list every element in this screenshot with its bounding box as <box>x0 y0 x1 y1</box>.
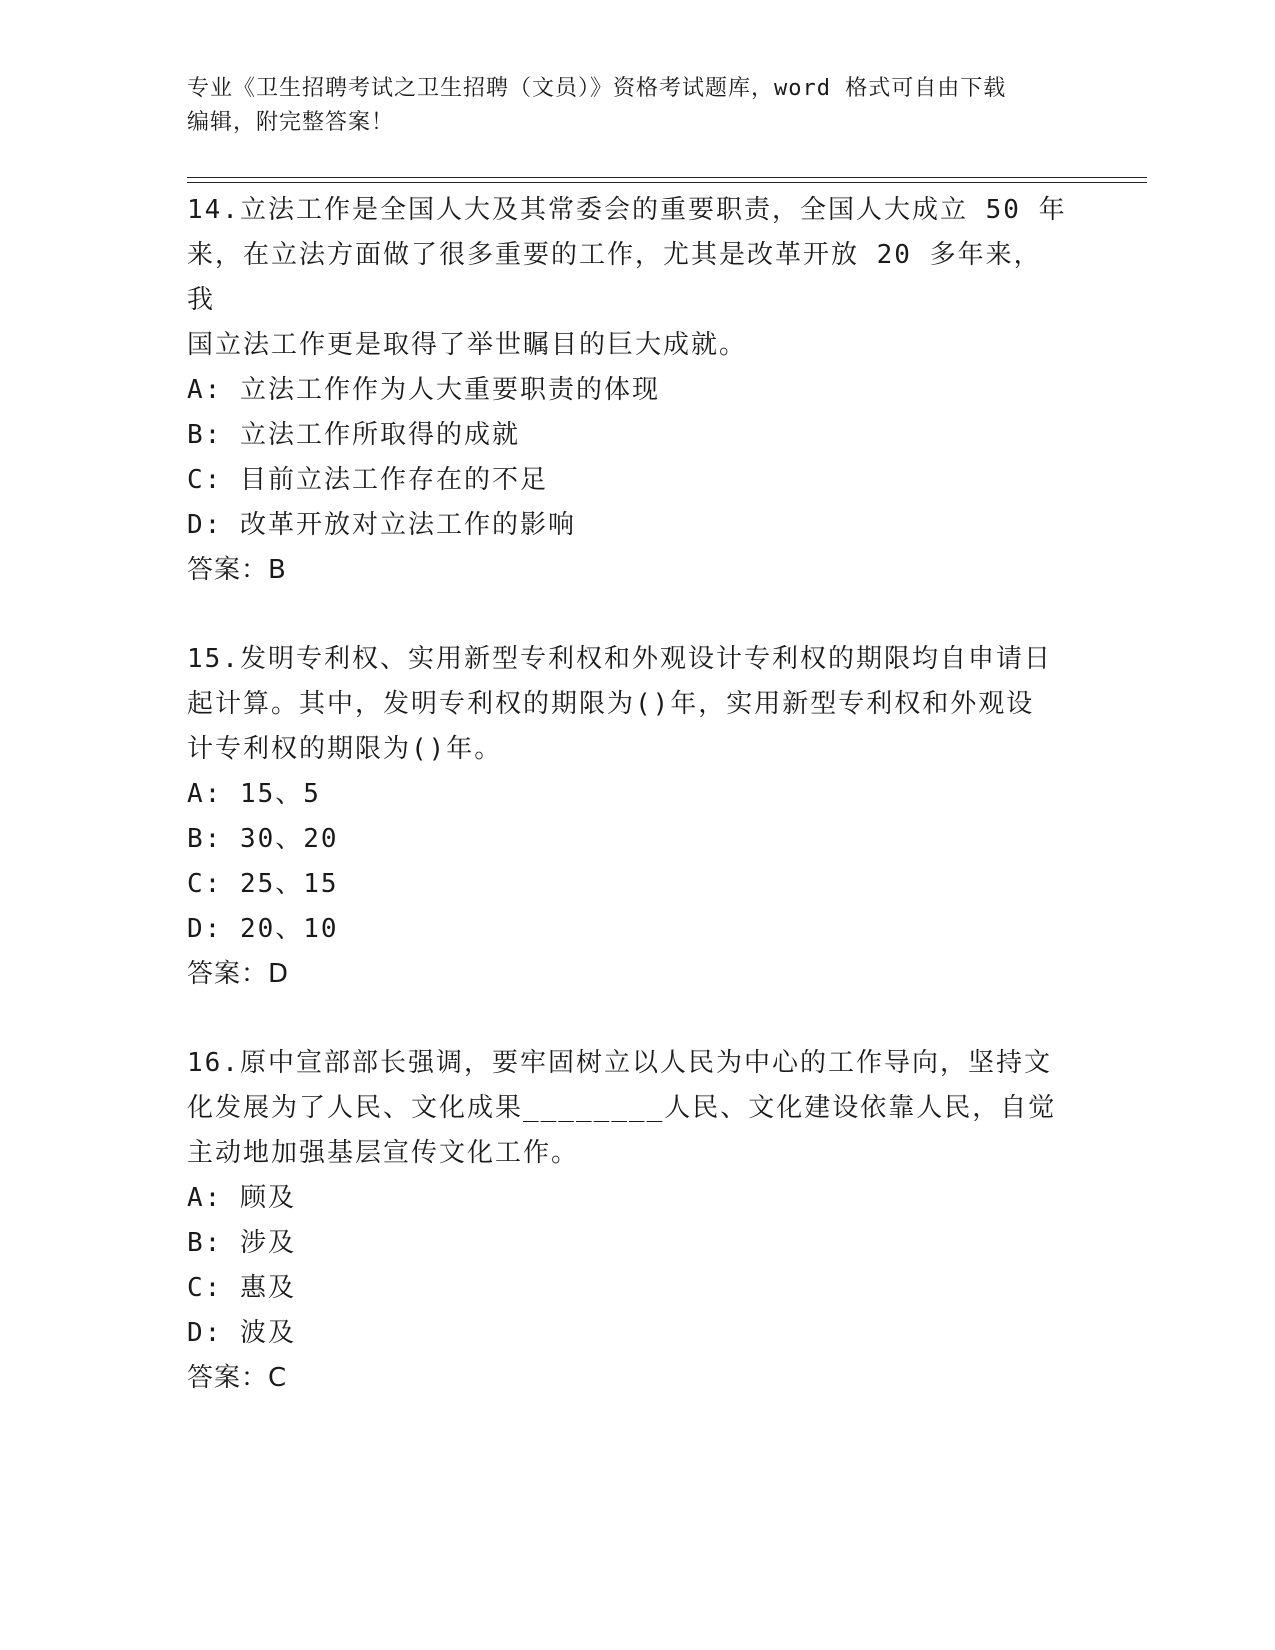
question-stem-line: 来，在立法方面做了很多重要的工作，尤其是改革开放 20 多年来，我 <box>187 240 1042 315</box>
option-c: C: 25、15 <box>187 869 339 899</box>
question-stem-line: 国立法工作更是取得了举世瞩目的巨大成就。 <box>187 330 748 360</box>
question-stem-line: 计专利权的期限为()年。 <box>187 734 503 764</box>
document-header <box>187 72 1067 140</box>
option-b: B: 立法工作所取得的成就 <box>187 420 520 450</box>
header-divider-top <box>187 177 1147 178</box>
question-stem-line: 起计算。其中，发明专利权的期限为()年，实用新型专利权和外观设 <box>187 689 1035 719</box>
option-d: D: 20、10 <box>187 914 339 944</box>
option-b: B: 涉及 <box>187 1228 296 1258</box>
option-a: A: 15、5 <box>187 779 321 809</box>
option-d: D: 改革开放对立法工作的影响 <box>187 510 576 540</box>
question-stem-line: 14.立法工作是全国人大及其常委会的重要职责，全国人大成立 50 年 <box>187 195 1067 225</box>
question-list <box>187 188 1067 1445</box>
question-15 <box>187 637 1067 997</box>
option-b: B: 30、20 <box>187 824 339 854</box>
option-d: D: 波及 <box>187 1318 296 1348</box>
question-stem-line: 15.发明专利权、实用新型专利权和外观设计专利权的期限均自申请日 <box>187 644 1052 674</box>
option-a: A: 立法工作作为人大重要职责的体现 <box>187 375 660 405</box>
question-stem-line: 16.原中宣部部长强调，要牢固树立以人民为中心的工作导向，坚持文 <box>187 1048 1052 1078</box>
question-14 <box>187 188 1067 593</box>
header-divider-bottom <box>187 182 1147 183</box>
question-16 <box>187 1041 1067 1401</box>
option-c: C: 惠及 <box>187 1273 296 1303</box>
answer-label: 答案：D <box>187 959 290 989</box>
question-stem-line: 主动地加强基层宣传文化工作。 <box>187 1138 580 1168</box>
header-line-2: 编辑，附完整答案！ <box>187 110 395 135</box>
answer-label: 答案：C <box>187 1363 288 1393</box>
answer-label: 答案：B <box>187 555 287 585</box>
option-a: A: 顾及 <box>187 1183 296 1213</box>
question-stem-line: 化发展为了人民、文化成果________人民、文化建设依靠人民，自觉 <box>187 1093 1057 1123</box>
option-c: C: 目前立法工作存在的不足 <box>187 465 548 495</box>
header-line-1: 专业《卫生招聘考试之卫生招聘（文员）》资格考试题库，word 格式可自由下载 <box>187 76 1007 101</box>
